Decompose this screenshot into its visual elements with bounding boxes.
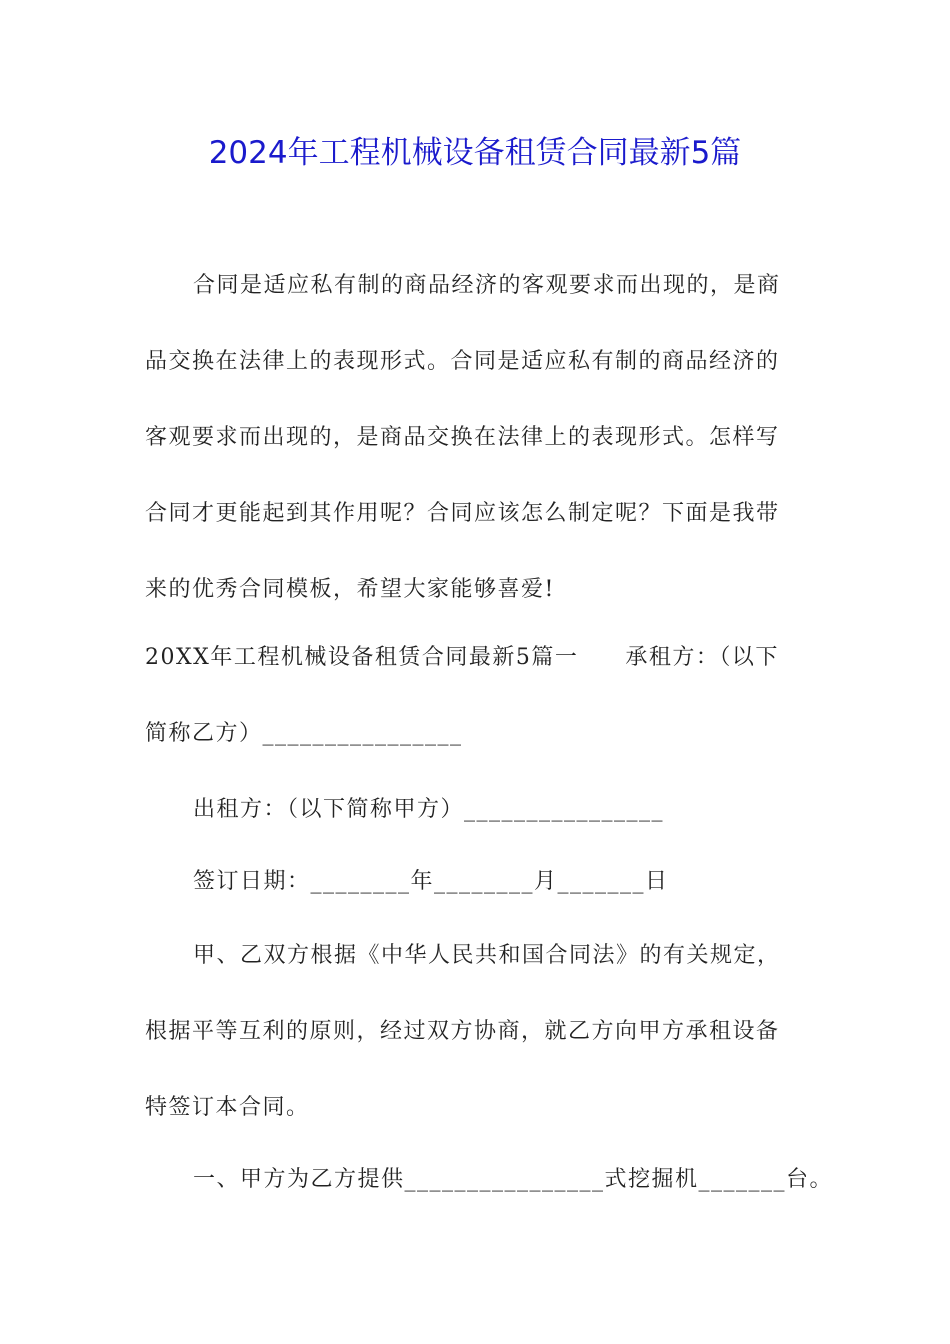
intro-line: 来的优秀合同模板，希望大家能够喜爱! (145, 577, 555, 602)
section-heading-line: 简称乙方）________________ (145, 721, 463, 746)
sign-date-paragraph (145, 844, 817, 920)
clause-one-paragraph (145, 1142, 834, 1218)
sign-date-line: 签订日期：________年________月_______日 (193, 869, 669, 894)
clause-one-line: 一、甲方为乙方提供________________式挖掘机_______台。 (193, 1167, 834, 1192)
basis-line: 特签订本合同。 (145, 1095, 310, 1120)
basis-line: 根据平等互利的原则，经过双方协商，就乙方向甲方承租设备 (145, 1019, 780, 1044)
document-title: 2024年工程机械设备租赁合同最新5篇 (208, 135, 742, 171)
basis-paragraph (145, 918, 817, 1146)
intro-line: 合同是适应私有制的商品经济的客观要求而出现的，是商 (193, 273, 781, 298)
intro-paragraph (145, 248, 817, 628)
intro-line: 品交换在法律上的表现形式。合同是适应私有制的商品经济的 (145, 349, 780, 374)
lessor-line: 出租方：（以下简称甲方）________________ (193, 797, 665, 822)
section-heading-line: 20XX年工程机械设备租赁合同最新5篇一 承租方：（以下 (145, 645, 779, 670)
intro-line: 客观要求而出现的，是商品交换在法律上的表现形式。怎样写 (145, 425, 780, 450)
basis-line: 甲、乙双方根据《中华人民共和国合同法》的有关规定， (193, 943, 781, 968)
lessor-paragraph (145, 772, 817, 848)
section-heading (145, 620, 817, 772)
intro-line: 合同才更能起到其作用呢？合同应该怎么制定呢？下面是我带 (145, 501, 780, 526)
